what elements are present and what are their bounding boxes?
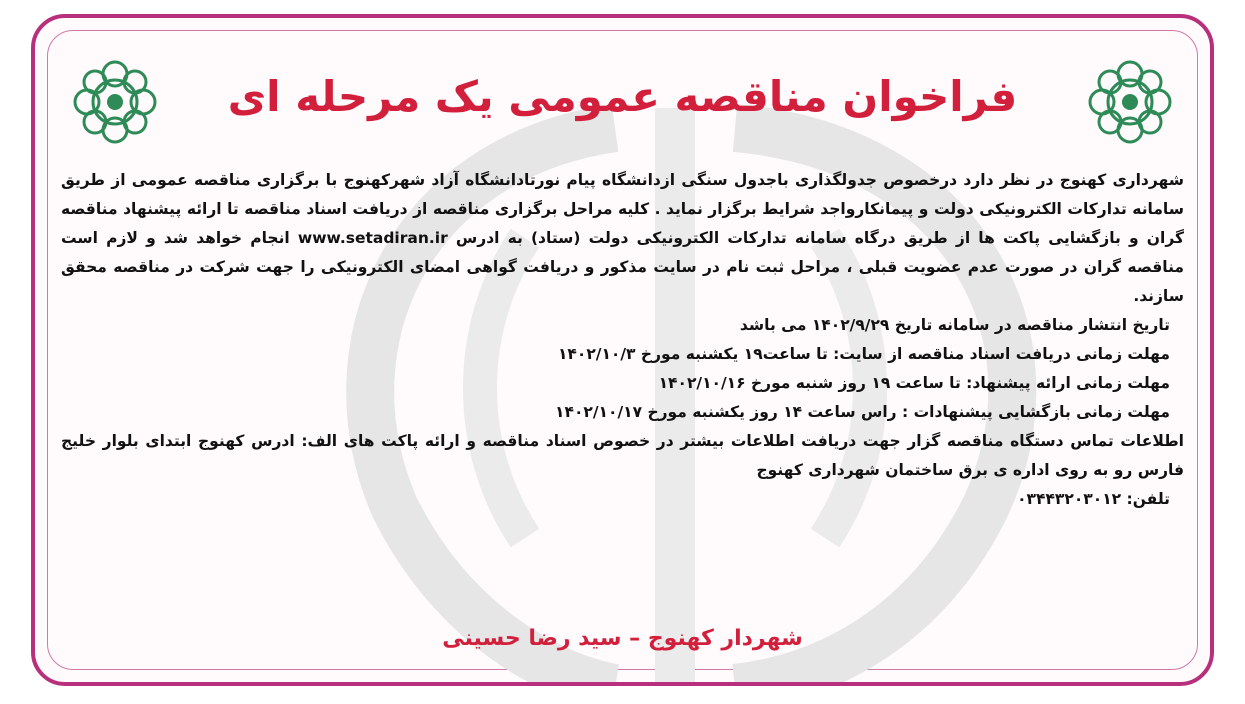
website-link[interactable]: www.setadiran.ir: [297, 229, 448, 247]
signature-line: شهردار کهنوج – سید رضا حسینی: [442, 626, 803, 651]
document-deadline: مهلت زمانی دریافت اسناد مناقصه از سایت: تا ساعت۱۹ یکشنبه مورخ ۱۴۰۲/۱۰/۳: [557, 345, 1170, 363]
intro-text: شهرداری کهنوج در نظر دارد درخصوص جدولگذاری باجدول سنگی ازدانشگاه پیام نورتادانشگاه آزاد شهرکهنوج با برگزاری مناقصه عمومی از طریق سامانه تدارکات الکترونیکی دولت و پیمانکارواجد شرایط برگزار نماید . کلیه مراحل برگزاری مناقصه از دریافت اسناد مناقصه تا ارائه پیشنهاد مناقصه گران و بازگشایی پاکت ها از طریق درگاه سامانه تدارکات الکترونیکی دولت (ستاد) به ادرس: [61, 171, 1184, 247]
intro-paragraph: [61, 166, 1184, 311]
intro-end-text: انجام خواهد شد و لازم است مناقصه گران در صورت عدم عضویت قبلی ، مراحل ثبت نام در سایت مذکور و دریافت گواهی امضای الکترونیکی را جهت شرکت در مناقصه محقق سازند.: [61, 229, 1184, 305]
opening-time: مهلت زمانی بازگشایی پیشنهادات : راس ساعت ۱۴ روز یکشنبه مورخ ۱۴۰۲/۱۰/۱۷: [555, 403, 1170, 421]
publish-date: تاریخ انتشار مناقصه در سامانه تاریخ ۱۴۰۲/۹/۲۹ می باشد: [739, 316, 1170, 334]
notice-title: فراخوان مناقصه عمومی یک مرحله ای: [227, 72, 1018, 121]
contact-info: اطلاعات تماس دستگاه مناقصه گزار جهت دریافت اطلاعات بیشتر در خصوص اسناد مناقصه و ارائه پاکت های الف: ادرس کهنوج ابتدای بلوار خلیج فارس رو به روی اداره ی برق ساختمان شهرداری کهنوج: [61, 432, 1184, 479]
phone-number: تلفن: ۰۳۴۴۳۲۰۳۰۱۲: [1017, 490, 1170, 508]
notice-frame: [31, 14, 1214, 686]
offer-deadline: مهلت زمانی ارائه پیشنهاد: تا ساعت ۱۹ روز شنبه مورخ ۱۴۰۲/۱۰/۱۶: [658, 374, 1170, 392]
notice-body: [61, 166, 1184, 514]
